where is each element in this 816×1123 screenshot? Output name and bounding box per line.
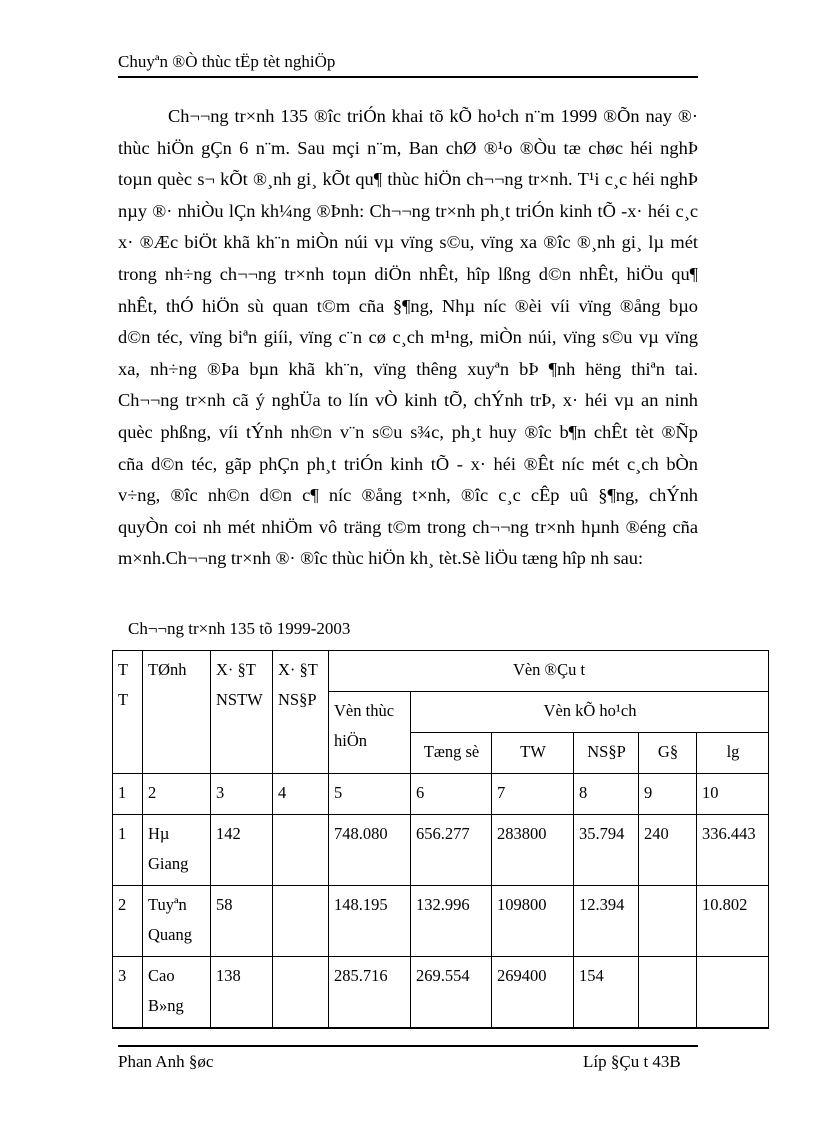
header-cell-planned-capital: Vèn kÕ ho¹ch <box>411 692 769 733</box>
paragraph-line: thùc hiÖn gÇn 6 n¨m. Sau mçi n¨m, Ban chØ ®¹o ®Òu tæ chøc héi nghÞ <box>118 137 698 158</box>
paragraph-line: cña d©n téc, gãp phÇn ph¸t triÓn kinh tÕ - x· héi ®Êt níc mét c¸ch bÒn <box>118 453 698 474</box>
table-header-row <box>113 651 769 692</box>
cell-tt: 3 <box>113 957 143 1029</box>
page-header-title: Chuyªn ®Ò thùc tËp tèt nghiÖp <box>118 52 336 71</box>
table-caption: Ch¬¬ng tr×nh 135 tõ 1999-2003 <box>128 619 351 638</box>
paragraph-line: quyÒn coi nh mét nhiÖm vô träng t©m trong ch¬¬ng tr×nh hµnh ®éng cña <box>118 516 698 537</box>
table-column-number-row <box>113 774 769 815</box>
table-row <box>113 815 769 886</box>
cell-nsdp: 12.394 <box>574 886 639 957</box>
column-number: 4 <box>273 774 329 815</box>
footer-class: Líp §Çu t 43B <box>583 1052 681 1071</box>
cell-province: Hµ Giang <box>143 815 211 886</box>
paragraph-line: m×nh.Ch¬¬ng tr×nh ®· ®îc thùc hiÖn kh¸ tèt.Sè liÖu tæng hîp nh sau: <box>118 548 644 569</box>
cell-gd: 240 <box>639 815 697 886</box>
cell-communes-nsdp <box>273 957 329 1029</box>
cell-tw: 269400 <box>492 957 574 1029</box>
cell-lg: 10.802 <box>697 886 769 957</box>
header-cell-lg: lg <box>697 733 769 774</box>
header-divider <box>118 76 698 78</box>
cell-gd <box>639 957 697 1029</box>
column-number: 3 <box>211 774 273 815</box>
cell-total: 269.554 <box>411 957 492 1029</box>
paragraph-line: xa, nh÷ng ®Þa bµn khã kh¨n, vïng thêng xuyªn bÞ ¶nh hëng thiªn tai. <box>118 358 698 379</box>
cell-total: 132.996 <box>411 886 492 957</box>
cell-implemented: 285.716 <box>329 957 411 1029</box>
column-number: 2 <box>143 774 211 815</box>
column-number: 8 <box>574 774 639 815</box>
cell-gd <box>639 886 697 957</box>
cell-total: 656.277 <box>411 815 492 886</box>
cell-communes-nstw: 58 <box>211 886 273 957</box>
header-cell-communes-nsdp: X· §T NS§P <box>273 651 329 774</box>
column-number: 1 <box>113 774 143 815</box>
header-cell-gd: G§ <box>639 733 697 774</box>
table-row <box>113 886 769 957</box>
body-paragraph <box>118 101 698 575</box>
table-row <box>113 957 769 1029</box>
cell-tw: 109800 <box>492 886 574 957</box>
paragraph-line: Ch¬¬ng tr×nh cã ý nghÜa to lín vÒ kinh tÕ, chÝnh trÞ, x· héi vµ an ninh <box>118 390 698 411</box>
cell-province: Cao B»ng <box>143 957 211 1029</box>
header-cell-implemented-capital: Vèn thùc hiÖn <box>329 692 411 774</box>
column-number: 7 <box>492 774 574 815</box>
cell-implemented: 148.195 <box>329 886 411 957</box>
paragraph-line: trong nh÷ng ch¬¬ng tr×nh toµn diÖn nhÊt, hîp lßng d©n nhÊt, hiÖu qu¶ <box>118 263 698 284</box>
paragraph-line: quèc phßng, víi tÝnh nh©n v¨n s©u s¾c, ph¸t huy ®îc b¶n chÊt tèt ®Ñp <box>118 421 698 442</box>
column-number: 5 <box>329 774 411 815</box>
program-135-table <box>112 650 769 1029</box>
cell-province: Tuyªn Quang <box>143 886 211 957</box>
cell-nsdp: 154 <box>574 957 639 1029</box>
header-cell-communes-nstw: X· §T NSTW <box>211 651 273 774</box>
paragraph-line: v÷ng, ®îc nh©n d©n c¶ níc ®ång t×nh, ®îc c¸c cÊp uû §¶ng, chÝnh <box>118 485 698 506</box>
cell-communes-nstw: 142 <box>211 815 273 886</box>
cell-communes-nsdp <box>273 815 329 886</box>
header-cell-total: Tæng sè <box>411 733 492 774</box>
column-number: 10 <box>697 774 769 815</box>
header-cell-tt: T T <box>113 651 143 774</box>
paragraph-line: toµn quèc s¬ kÕt ®¸nh gi¸ kÕt qu¶ thùc hiÖn ch¬¬ng tr×nh. T¹i c¸c héi nghÞ <box>118 169 698 190</box>
cell-communes-nsdp <box>273 886 329 957</box>
cell-tt: 1 <box>113 815 143 886</box>
paragraph-line: x· ®Æc biÖt khã kh¨n miÒn núi vµ vïng s©u, vïng xa ®îc ®¸nh gi¸ lµ mét <box>118 232 698 253</box>
cell-implemented: 748.080 <box>329 815 411 886</box>
cell-communes-nstw: 138 <box>211 957 273 1029</box>
cell-lg: 336.443 <box>697 815 769 886</box>
footer-divider <box>118 1045 698 1047</box>
paragraph-line: nhÊt, thÓ hiÖn sù quan t©m cña §¶ng, Nhµ níc ®èi víi vïng ®ång bµo <box>118 295 698 316</box>
cell-tt: 2 <box>113 886 143 957</box>
column-number: 6 <box>411 774 492 815</box>
paragraph-line: Ch¬¬ng tr×nh 135 ®îc triÓn khai tõ kÕ ho¹ch n¨m 1999 ®Õn nay ®· <box>168 106 698 126</box>
header-cell-nsdp: NS§P <box>574 733 639 774</box>
cell-nsdp: 35.794 <box>574 815 639 886</box>
header-cell-province: TØnh <box>143 651 211 774</box>
header-cell-investment-capital: Vèn ®Çu t <box>329 651 769 692</box>
header-cell-tw: TW <box>492 733 574 774</box>
footer-author: Phan Anh §øc <box>118 1052 214 1071</box>
paragraph-line: d©n téc, vïng biªn giíi, vïng c¨n cø c¸ch m¹ng, miÒn núi, vïng s©u vµ vïng <box>118 327 698 348</box>
cell-tw: 283800 <box>492 815 574 886</box>
column-number: 9 <box>639 774 697 815</box>
cell-lg <box>697 957 769 1029</box>
paragraph-line: nµy ®· nhiÒu lÇn kh¼ng ®Þnh: Ch¬¬ng tr×nh ph¸t triÓn kinh tÕ -x· héi c¸c <box>118 200 698 221</box>
